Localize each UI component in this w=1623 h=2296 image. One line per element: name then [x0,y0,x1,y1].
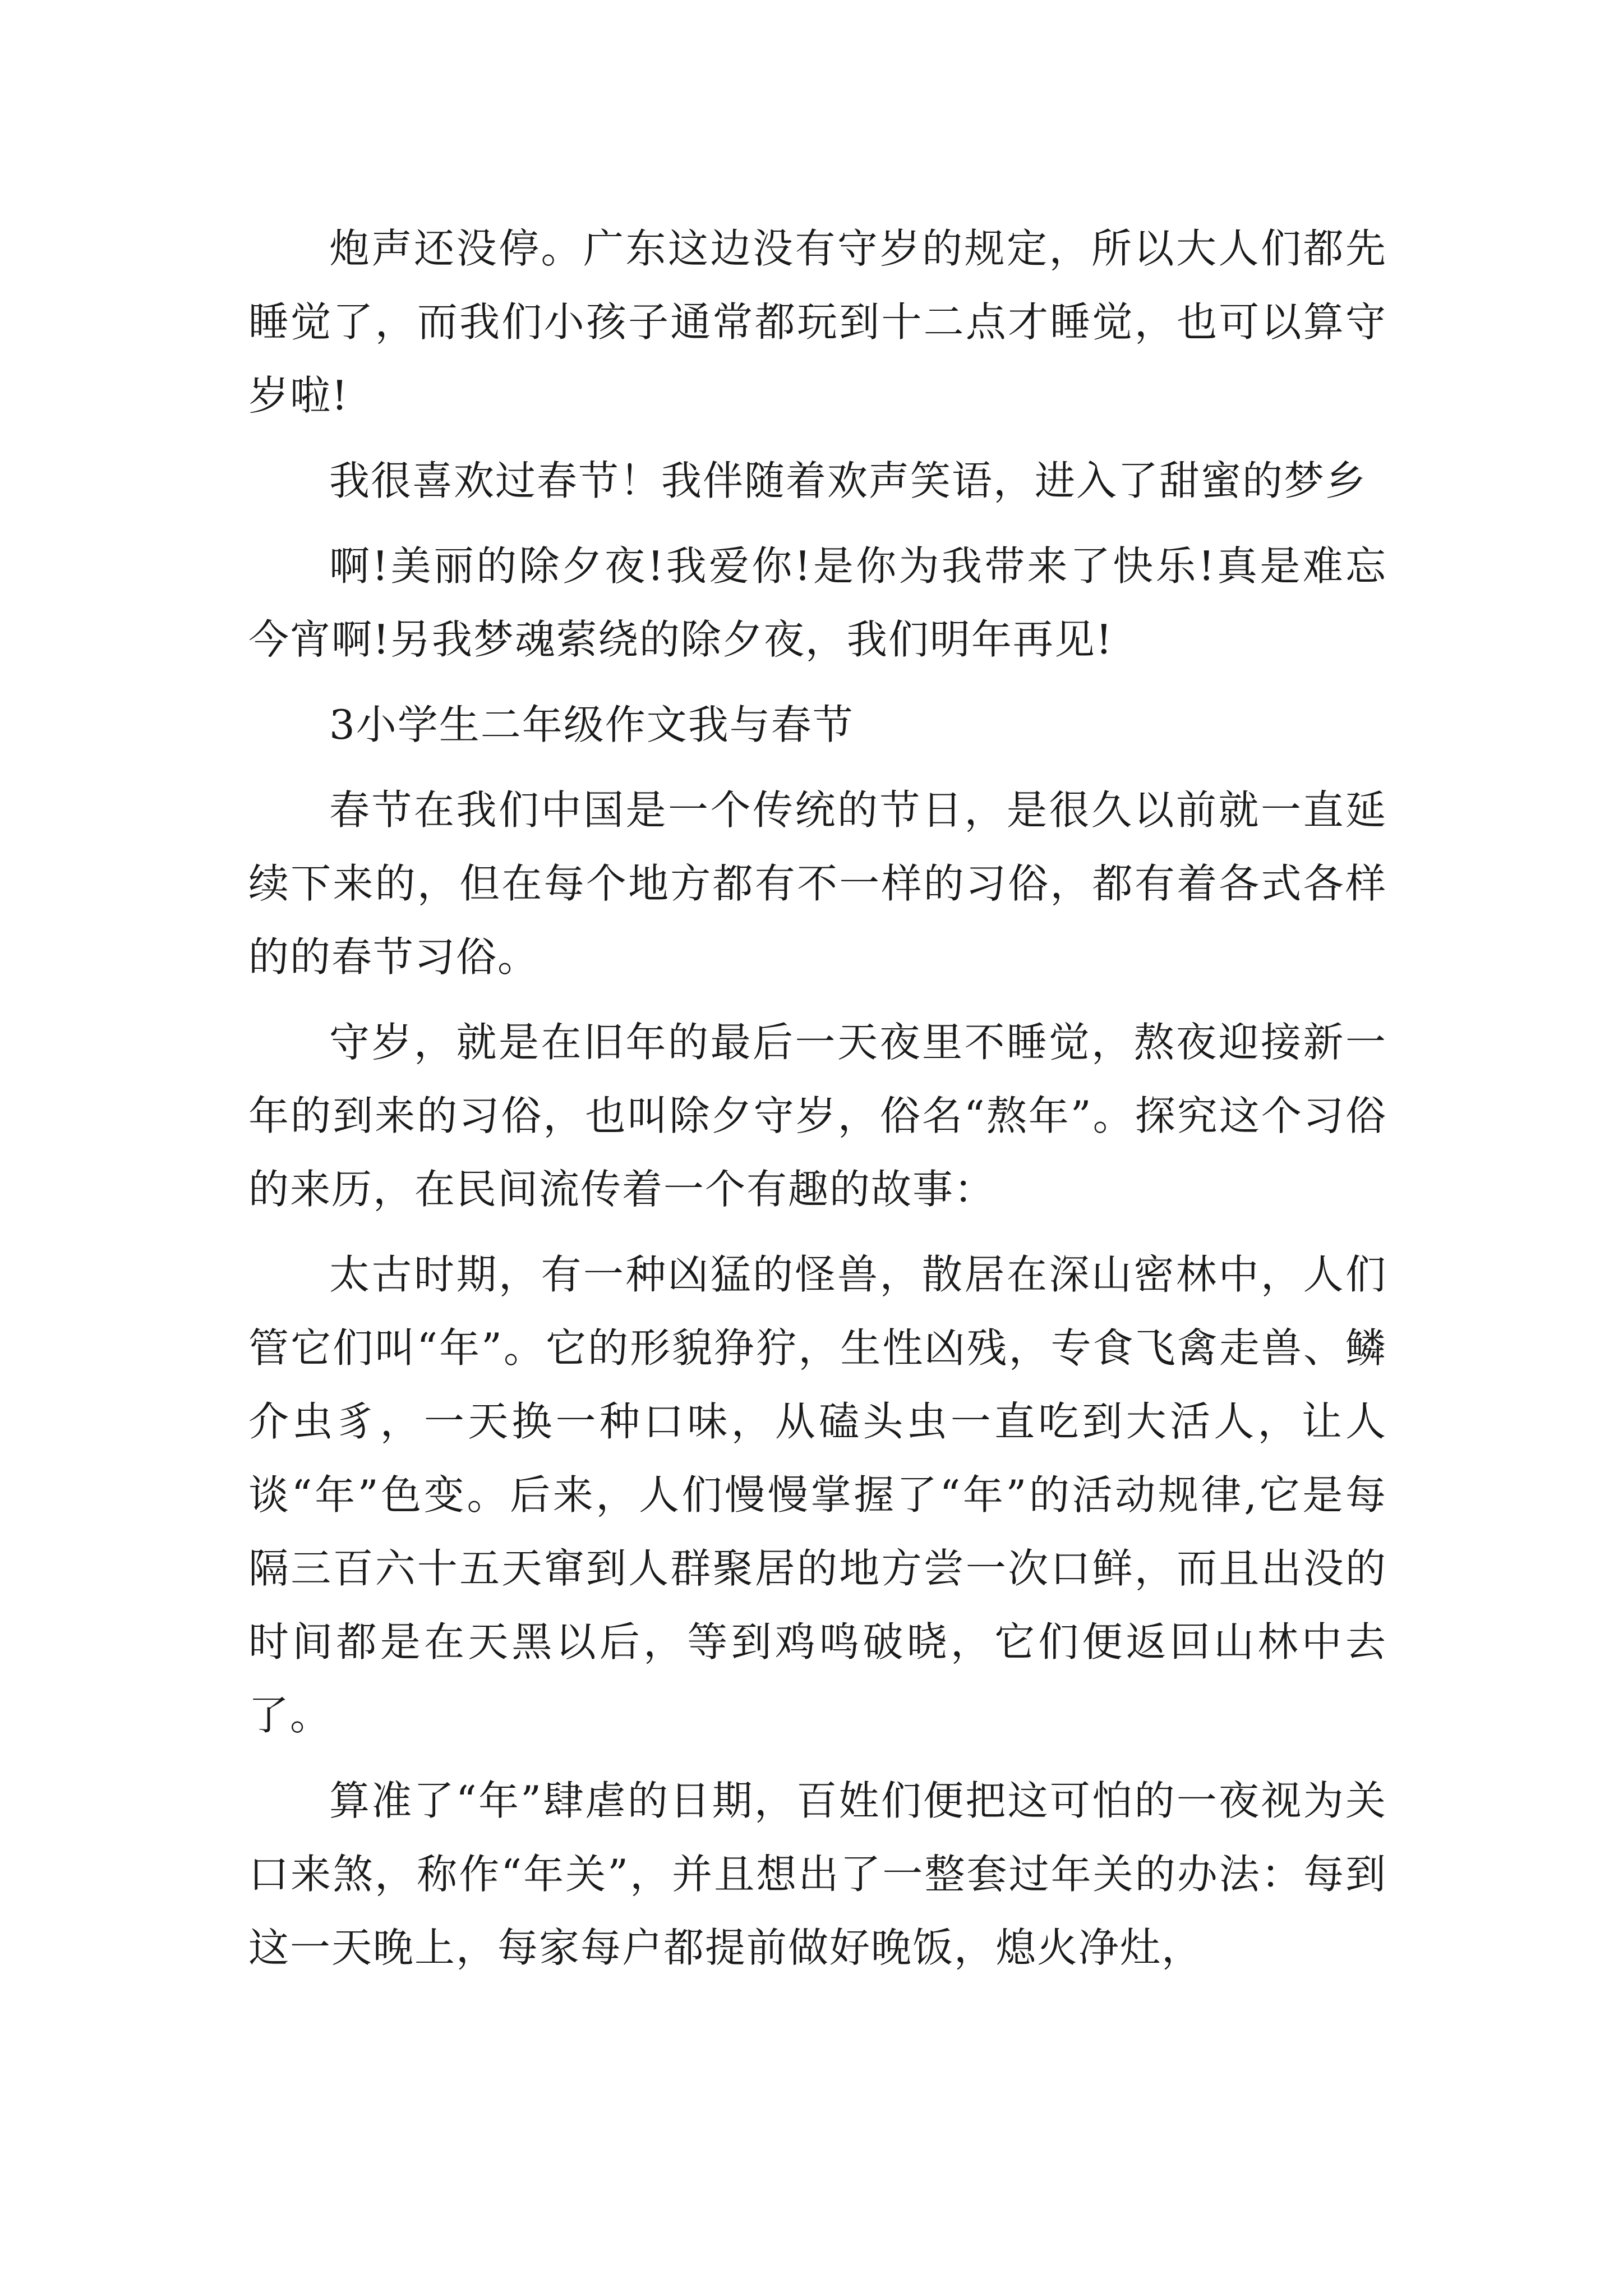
paragraph-tradition: 春节在我们中国是一个传统的节日，是很久以前就一直延续下来的，但在每个地方都有不一样的习俗，都有着各式各样的的春节习俗。 [248,786,1387,981]
paragraph-love-spring-festival: 我很喜欢过春节！我伴随着欢声笑语，进入了甜蜜的梦乡 [329,457,1367,504]
document-body [248,212,1387,1996]
paragraph-shousui: 守岁，就是在旧年的最后一天夜里不睡觉，熬夜迎接新一年的到来的习俗，也叫除夕守岁，俗名“熬年”。探究这个习俗的来历，在民间流传着一个有趣的故事： [248,1019,1387,1213]
paragraph-nianguan: 算准了“年”肆虐的日期，百姓们便把这可怕的一夜视为关口来煞，称作“年关”，并且想出了一整套过年关的办法：每到这一天晚上，每家每户都提前做好晚饭，熄火净灶， [248,1777,1387,1971]
paragraph-nian-beast: 太古时期，有一种凶猛的怪兽，散居在深山密林中，人们管它们叫“年”。它的形貌狰狞，生性凶残，专食飞禽走兽、鳞介虫豸，一天换一种口味，从磕头虫一直吃到大活人，让人谈“年”色变。后来，人们慢慢掌握了“年”的活动规律,它是每隔三百六十五天窜到人群聚居的地方尝一次口鲜，而且出没的时间都是在天黑以后，等到鸡鸣破晓，它们便返回山林中去了。 [248,1251,1387,1739]
paragraph-new-years-eve: 啊!美丽的除夕夜!我爱你!是你为我带来了快乐!真是难忘今宵啊!另我梦魂萦绕的除夕夜，我们明年再见! [248,542,1387,663]
paragraph-firecrackers: 炮声还没停。广东这边没有守岁的规定，所以大人们都先睡觉了，而我们小孩子通常都玩到十二点才睡觉，也可以算守岁啦! [248,225,1387,419]
essay-title: 3小学生二年级作文我与春节 [329,701,854,748]
